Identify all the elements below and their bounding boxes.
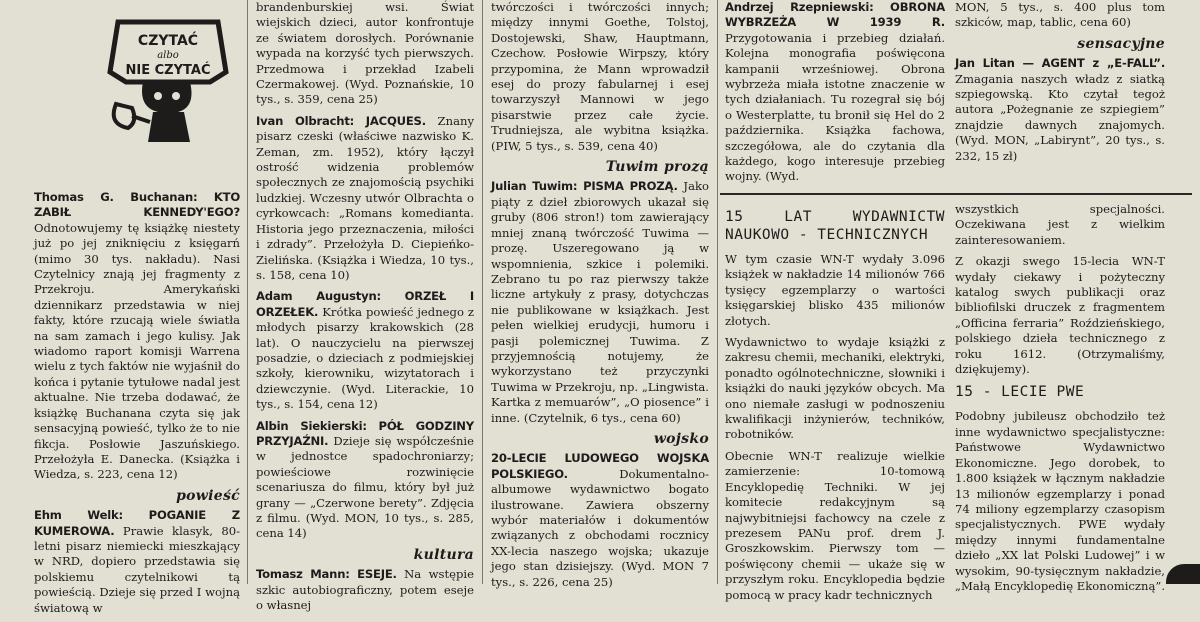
- review-title: POGANIE Z KUMEROWA.: [34, 508, 241, 538]
- review-jacques: [256, 114, 474, 283]
- section-heading-kultura: kultura: [413, 546, 474, 563]
- review-author: Tomasz Mann:: [256, 567, 350, 582]
- review-eseje: [256, 567, 474, 613]
- review-title: JACQUES.: [365, 113, 426, 128]
- review-title: OBRONA WYBRZEŻA W 1939 R.: [725, 0, 945, 30]
- review-orzel: [256, 289, 474, 412]
- review-continued: twórczości i twórczości innych; między innymi Goethe, Tolstoj, Dostojewski, Shaw, Hauptmann, Czechow. Posłowie Wirpszy, który przypomina, że Mann wprowadził esej do prozy fabularnej i esej towarzyszył Mannowi w jego pisarstwie przez całe życie. Trudniejsza, ale wybitna książka. (PIW, 5 tys., s. 539, cena 40): [491, 0, 709, 153]
- section-heading-sensacyjne: sensacyjne: [1077, 35, 1165, 52]
- review-title: ESEJE.: [357, 567, 397, 582]
- review-author: Ehm Welk:: [34, 508, 123, 523]
- review-title: PÓŁ GODZINY PRZYJAŹNI.: [256, 418, 474, 448]
- review-body: Znany pisarz czeski (właściwe nazwisko K. Zeman, zm. 1952), który łączył ostrość widzenia problemów społecznych ze znajomością psychiki ludzkiej. Wczesny utwór Olbrachta o cyrkowcach: „Romans komedianta. Historia jego przeznaczenia, miłości i zdrady”. Przełożyła D. Ciepieńko-Zielińska. (Książka i Wiedza, 10 tys., s. 158, cena 10): [256, 113, 474, 282]
- review-obrona-wybrzeza: [725, 0, 945, 185]
- badge-middle: albo: [157, 50, 179, 61]
- review-author: Albin Siekierski:: [256, 418, 367, 433]
- section-heading-powiesc: powieść: [176, 487, 240, 504]
- review-poganie: [34, 508, 240, 616]
- article-paragraph: Z okazji swego 15-lecia WN-T wydały ciekawy i pożyteczny katalog swych publikacji oraz bibliofilski druczek z fragmentem „Officina ferraria” Roździeńskiego, polskiego dzieła technicznego z roku 1612. (Otrzymaliśmy, dziękujemy).: [955, 254, 1165, 377]
- article-paragraph: Obecnie WN-T realizuje wielkie zamierzenie: 10-tomową Encyklopedię Techniki. W jej komitecie redakcyjnym są najwybitniejsi fachowcy na czele z prezesem PANu prof. drem J. Groszkowskim. Pierwszy tom — poświęcony chemii — ukaże się w przyszłym roku. Encyklopedia będzie pomocą w pracy kadr technicznych: [725, 448, 945, 602]
- review-title: PISMA PROZĄ.: [583, 179, 678, 194]
- review-continued: brandenburskiej wsi. Świat wiejskich dzieci, autor konfrontuje ze światem dorosłych. Porównanie wypada na korzyść tych pierwszych. Przedmowa i przekład Izabeli Czermakowej. (Wyd. Poznańskie, 10 tys., s. 359, cena 25): [256, 0, 474, 107]
- column-1: [34, 0, 241, 615]
- section-heading-wojsko: wojsko: [653, 430, 709, 447]
- review-author: Thomas G. Buchanan:: [34, 190, 198, 204]
- review-body: Jako piąty z dzieł zbiorowych ukazał się gruby (806 stron!) tom zawierający mniej znaną twórczość Tuwima — prozę. Uszeregowano ją w wspomnienia, szkice i polemiki. Zebrano tu po raz pierwszy także liczne artykuły z prasy, dotychczas nie publikowane w książkach. Jest pełen wielkiej erudycji, humoru i pasji polemicznej Tuwima. Z przyjemnością notujemy, że wykorzystano też przyczynki Tuwima w Przekroju, np. „Lingwista. Kartka z memuarów”, „O piosence” i inne. (Czytelnik, 6 tys., cena 60): [491, 179, 709, 425]
- article-paragraph: Wydawnictwo to wydaje książki z zakresu chemii, mechaniki, elektryki, ponadto ogólnotechniczne, słowniki i książki do nauki języków obcych. Ma ono niemałe zasługi w podnoszeniu kwalifikacji inżynierów, techników, robotników.: [725, 335, 945, 442]
- review-title: KTO ZABIŁ KENNEDY'EGO?: [34, 190, 240, 220]
- article-headline-pwe: 15 - LECIE PWE: [955, 384, 1085, 401]
- review-body: Zmagania naszych władz z siatką szpiegowską. Kto czytał tegoż autora „Pożegnanie ze szpiegiem” znajdzie dawnych znajomych. (Wyd. MON, „Labirynt”, 20 tys., s. 232, 15 zł): [955, 71, 1165, 163]
- review-body: Przygotowania i przebieg działań. Kolejna monografia poświęcona kampanii wrześniowej. Obrona wybrzeża miała istotne znaczenie w tych działaniach. Tu rozegrał się bój o Westerplatte, tu bronił się Hel do 2 października. Książka fachowa, szczegółowa, ale do czytania dla każdego, kogo interesuje przebieg wojny. (Wyd.: [725, 30, 945, 184]
- review-author: Julian Tuwim:: [491, 179, 578, 194]
- review-title: ORZEŁ I ORZEŁEK.: [256, 289, 474, 319]
- review-continued: MON, 5 tys., s. 400 plus tom szkiców, map, tablic, cena 60): [955, 0, 1165, 30]
- czytac-badge-icon: [98, 12, 238, 152]
- review-agent: [955, 56, 1165, 164]
- review-title: 20-LECIE LUDOWEGO WOJSKA POLSKIEGO.: [491, 451, 709, 481]
- column-2: [256, 0, 475, 613]
- badge-bottom: NIE CZYTAĆ: [125, 63, 211, 78]
- review-body: Na wstępie szkic autobiograficzny, potem eseje o własnej: [256, 567, 474, 613]
- review-body: Prawie klasyk, 80-letni pisarz niemiecki mieszkający w NRD, dopiero przedstawia się polskiemu czytelnikowi tą powieścią. Dzieje się przed I wojną światową w: [34, 523, 240, 615]
- review-pisma-proza: [491, 179, 709, 426]
- column-5: [955, 0, 1166, 593]
- review-kto-zabil: [34, 190, 240, 483]
- column-rule: [247, 0, 248, 584]
- review-20-lecie: [491, 451, 709, 590]
- column-3: [491, 0, 709, 589]
- review-body: Krótka powieść jednego z młodych pisarzy krakowskich (28 lat). O nauczycielu na pierwszej posadzie, o dzieciach z podmiejskiej szkoły, kierowniku, wizytatorach i dziewczynie. (Wyd. Literackie, 10 tys., s. 154, cena 12): [256, 304, 475, 412]
- review-body: Dokumentalno-albumowe wydawnictwo bogato ilustrowane. Zawiera obszerny wybór materiałów i dokumentów związanych z obchodami rocznicy XX-lecia naszego wojska; ukazuje jego stan dzisiejszy. (Wyd. MON 7 tys., s. 226, cena 25): [491, 466, 709, 589]
- column-4: [725, 0, 945, 602]
- column-rule: [717, 0, 718, 584]
- article-paragraph: Podobny jubileusz obchodziło też inne wydawnictwo specjalistyczne: Państwowe Wydawnictwo Ekonomiczne. Jego dorobek, to 1.800 książek w łącznym nakładzie 13 milionów egzemplarzy i ponad 74 miliony egzemplarzy czasopism specjalistycznych. PWE wydały między innymi fundamentalne dzieło „XX lat Polski Ludowej” i w wysokim, 90-tysięcznym nakładzie, „Małą Encyklopedię Ekonomiczną”.: [955, 409, 1166, 593]
- article-paragraph: W tym czasie WN-T wydały 3.096 książek w nakładzie 14 milionów 766 tysięcy egzemplarzy o wartości księgarskiej blisko 435 milionów złotych.: [725, 252, 945, 328]
- page-number-corner: [1166, 564, 1200, 584]
- review-body: Odnotowujemy tę książkę niestety już po jej zniknięciu z księgarń (mimo 30 tys. nakładu). Nasi Czytelnicy znają jej fragmenty z Przekroju. Amerykański dziennikarz przedstawia w niej fakty, które rzucają wiele światła na sam zamach i jego kulisy. Jak wiadomo raport komisji Warrena wielu z tych faktów nie wyjaśnił do końca i pytanie tytułowe nadal jest aktualne. Nie trzeba dodawać, że książkę Buchanana czyta się jak sensacyjną powieść, tylko że to nie fikcja. Posłowie Jaszuńskiego. Przełożyła E. Danecka. (Książka i Wiedza, s. 223, cena 12): [34, 220, 240, 482]
- review-author: Jan Litan —: [955, 56, 1034, 71]
- article-headline-wnt: 15 LAT WYDAWNICTW NAUKOWO - TECHNICZNYCH: [725, 209, 945, 243]
- section-heading-tuwim: Tuwim prozą: [605, 159, 709, 176]
- article-paragraph: wszystkich specjalności. Oczekiwana jest z wielkim zainteresowaniem.: [955, 202, 1165, 247]
- column-rule: [482, 0, 483, 584]
- review-pol-godziny: [256, 419, 474, 542]
- review-author: Adam Augustyn:: [256, 289, 381, 304]
- review-author: Andrzej Rzepniewski:: [725, 0, 874, 14]
- badge-top: CZYTAĆ: [137, 33, 199, 49]
- review-author: Ivan Olbracht:: [256, 113, 355, 128]
- review-title: AGENT z „E-FALL”.: [1041, 56, 1166, 71]
- review-body: Dzieje się współcześnie w jednostce spadochroniarzy; powieściowe rozwinięcie scenariusza do filmu, który był już grany — „Czerwone berety”. Zdjęcia z filmu. (Wyd. MON, 10 tys., s. 285, cena 14): [256, 433, 474, 541]
